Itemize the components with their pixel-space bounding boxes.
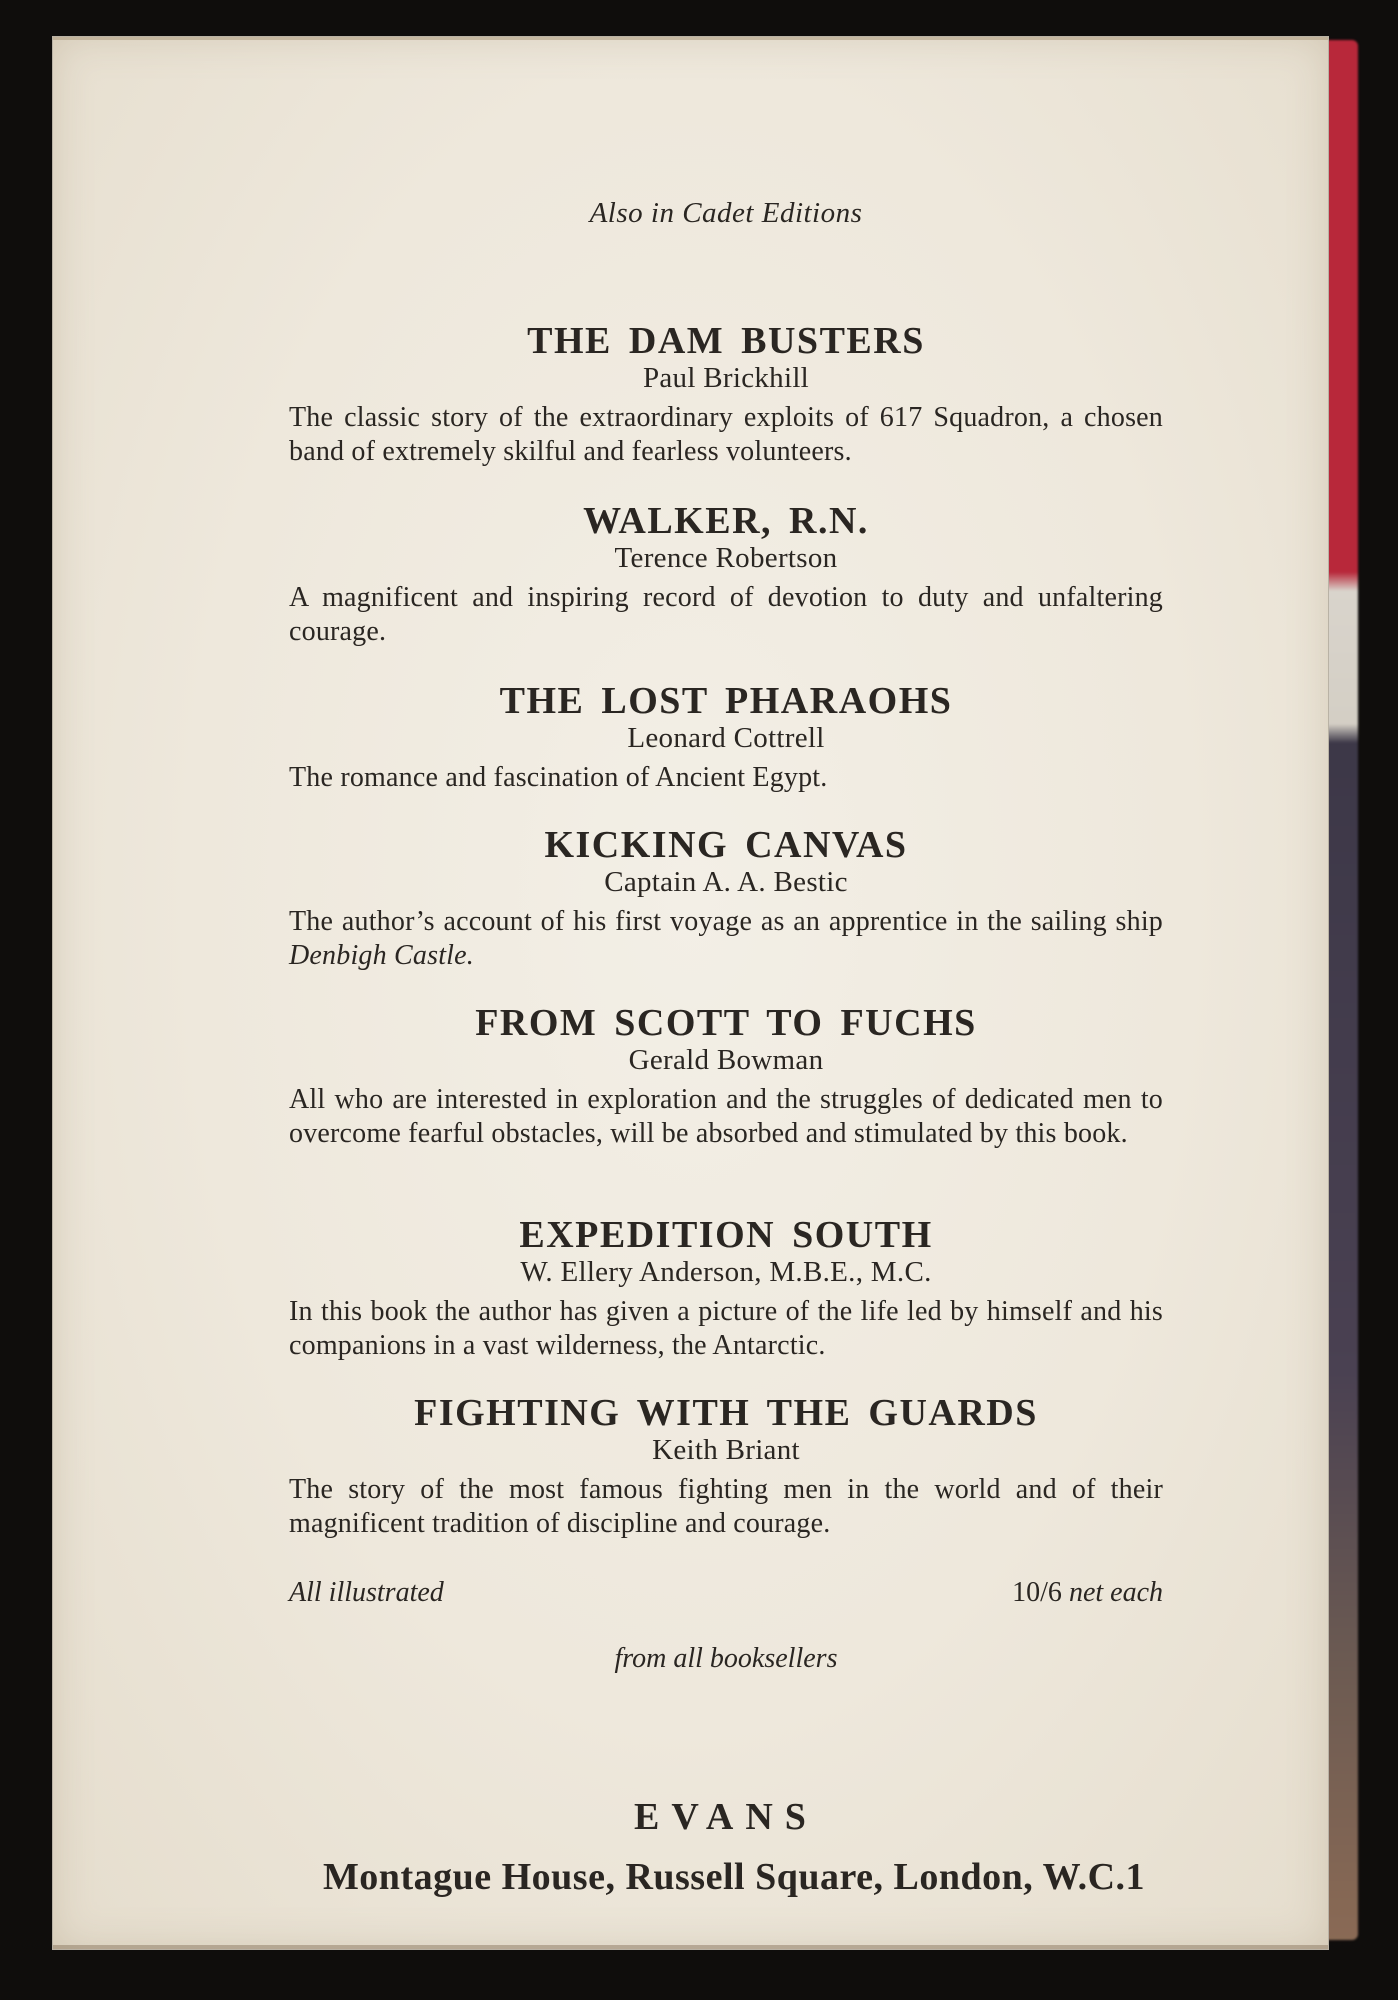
description-text: The author’s account of his first voyage as an apprentice in the sailing ship	[289, 906, 1163, 937]
publisher-name: EVANS	[634, 1796, 818, 1838]
book-entry-dam-busters	[289, 321, 1163, 469]
illustrated-note: All illustrated	[289, 1577, 444, 1608]
book-title: WALKER, R.N.	[583, 500, 869, 542]
ship-name: Denbigh Castle.	[289, 940, 474, 971]
book-entry-scott-to-fuchs	[289, 1003, 1163, 1151]
book-title: KICKING CANVAS	[544, 824, 908, 866]
book-entry-walker	[289, 501, 1163, 649]
book-description: All who are interested in exploration and the struggles of dedicated men to overcome fearful obstacles, will be absorbed and stimulated by this book.	[289, 1084, 1163, 1149]
book-title: FROM SCOTT TO FUCHS	[475, 1002, 977, 1044]
price-note	[1012, 1577, 1163, 1609]
book-author: Keith Briant	[652, 1434, 800, 1466]
book-author: Terence Robertson	[614, 542, 838, 574]
price-suffix: net each	[1068, 1577, 1163, 1608]
book-entry-lost-pharaohs	[289, 681, 1163, 795]
book-author: Leonard Cottrell	[627, 722, 825, 754]
book-description: The romance and fascination of Ancient Egypt.	[289, 762, 828, 793]
series-heading: Also in Cadet Editions	[589, 197, 863, 229]
footer-row	[289, 1577, 1163, 1609]
book-author: Captain A. A. Bestic	[604, 866, 848, 898]
book-description: The story of the most famous fighting men in the world and of their magnificent tradition of discipline and courage.	[289, 1474, 1163, 1539]
book-author: W. Ellery Anderson, M.B.E., M.C.	[520, 1256, 932, 1288]
book-title: EXPEDITION SOUTH	[519, 1214, 933, 1256]
book-description: In this book the author has given a picture of the life led by himself and his companions in a vast wilderness, the Antarctic.	[289, 1296, 1163, 1361]
price-value: 10/6	[1012, 1577, 1062, 1608]
book-description	[289, 905, 1163, 973]
book-description: A magnificent and inspiring record of devotion to duty and unfaltering courage.	[289, 582, 1163, 647]
book-entry-fighting-guards	[289, 1393, 1163, 1541]
booksellers-note: from all booksellers	[614, 1643, 838, 1674]
book-title: THE LOST PHARAOHS	[499, 680, 953, 722]
book-author: Gerald Bowman	[628, 1044, 824, 1076]
book-title: FIGHTING WITH THE GUARDS	[414, 1392, 1038, 1434]
book-author: Paul Brickhill	[642, 362, 810, 394]
book-entry-kicking-canvas	[289, 825, 1163, 973]
publisher-address: Montague House, Russell Square, London, W.C.1	[322, 1856, 1146, 1898]
book-title: THE DAM BUSTERS	[527, 320, 925, 362]
book-back-cover	[52, 36, 1329, 1950]
book-description: The classic story of the extraordinary exploits of 617 Squadron, a chosen band of extremely skilful and fearless volunteers.	[289, 402, 1163, 467]
book-entry-expedition-south	[289, 1215, 1163, 1363]
